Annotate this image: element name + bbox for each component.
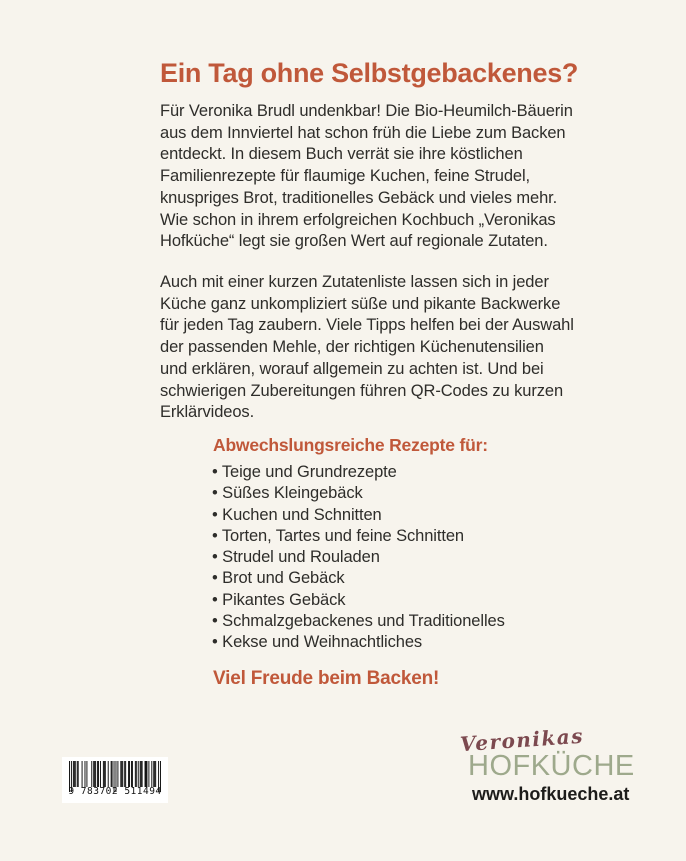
barcode-digits: 9 783702 511494 xyxy=(68,786,162,797)
recipe-item: • Brot und Gebäck xyxy=(212,568,505,589)
recipe-item: • Strudel und Rouladen xyxy=(212,547,505,568)
text-line: Für Veronika Brudl undenkbar! Die Bio-Heumilch-Bäuerin xyxy=(160,102,573,120)
recipes-title: Abwechslungsreiche Rezepte für: xyxy=(213,435,488,455)
text-line: schwierigen Zubereitungen führen QR-Codes zu kurzen xyxy=(160,381,564,400)
text-line: knuspriges Brot, traditionelles Gebäck und vieles mehr. xyxy=(160,188,558,207)
text-line: entdeckt. In diesem Buch verrät sie ihre köstlichen xyxy=(160,145,523,164)
text-line: Küche ganz unkompliziert süße und pikante Backwerke xyxy=(160,294,561,313)
recipe-item: • Kekse und Weihnachtliches xyxy=(212,632,505,653)
recipes-list xyxy=(212,462,505,654)
recipe-item: • Schmalzgebackenes und Traditionelles xyxy=(212,611,505,632)
barcode xyxy=(62,757,168,803)
text-line: der passenden Mehle, der richtigen Küchenutensilien xyxy=(160,338,544,357)
recipe-item: • Pikantes Gebäck xyxy=(212,590,505,611)
text-line: Hofküche“ legt sie großen Wert auf regionale Zutaten. xyxy=(160,232,548,251)
recipe-item: • Torten, Tartes und feine Schnitten xyxy=(212,526,505,547)
headline: Ein Tag ohne Selbstgebackenes? xyxy=(160,58,579,88)
logo-url: www.hofkueche.at xyxy=(472,784,630,804)
recipe-item: • Teige und Grundrezepte xyxy=(212,462,505,483)
details-paragraph xyxy=(160,272,574,424)
logo-name: HOFKÜCHE xyxy=(468,750,635,782)
text-line: Familienrezepte für flaumige Kuchen, feine Strudel, xyxy=(160,167,531,186)
intro-paragraph xyxy=(160,101,573,253)
text-line: Erklärvideos. xyxy=(160,403,255,422)
text-line: Wie schon in ihrem erfolgreichen Kochbuch „Veronikas xyxy=(160,210,556,229)
closing-line: Viel Freude beim Backen! xyxy=(213,668,440,689)
text-line: und erklären, worauf allgemein zu achten ist. Und bei xyxy=(160,359,544,378)
text-line: für jeden Tag zaubern. Viele Tipps helfen bei der Auswahl xyxy=(160,316,574,335)
text-line: Auch mit einer kurzen Zutatenliste lassen sich in jeder xyxy=(160,273,549,291)
logo-script-text: Veronikas xyxy=(459,723,585,757)
recipe-item: • Süßes Kleingebäck xyxy=(212,483,505,504)
recipe-item: • Kuchen und Schnitten xyxy=(212,505,505,526)
text-line: aus dem Innviertel hat schon früh die Liebe zum Backen xyxy=(160,123,566,142)
